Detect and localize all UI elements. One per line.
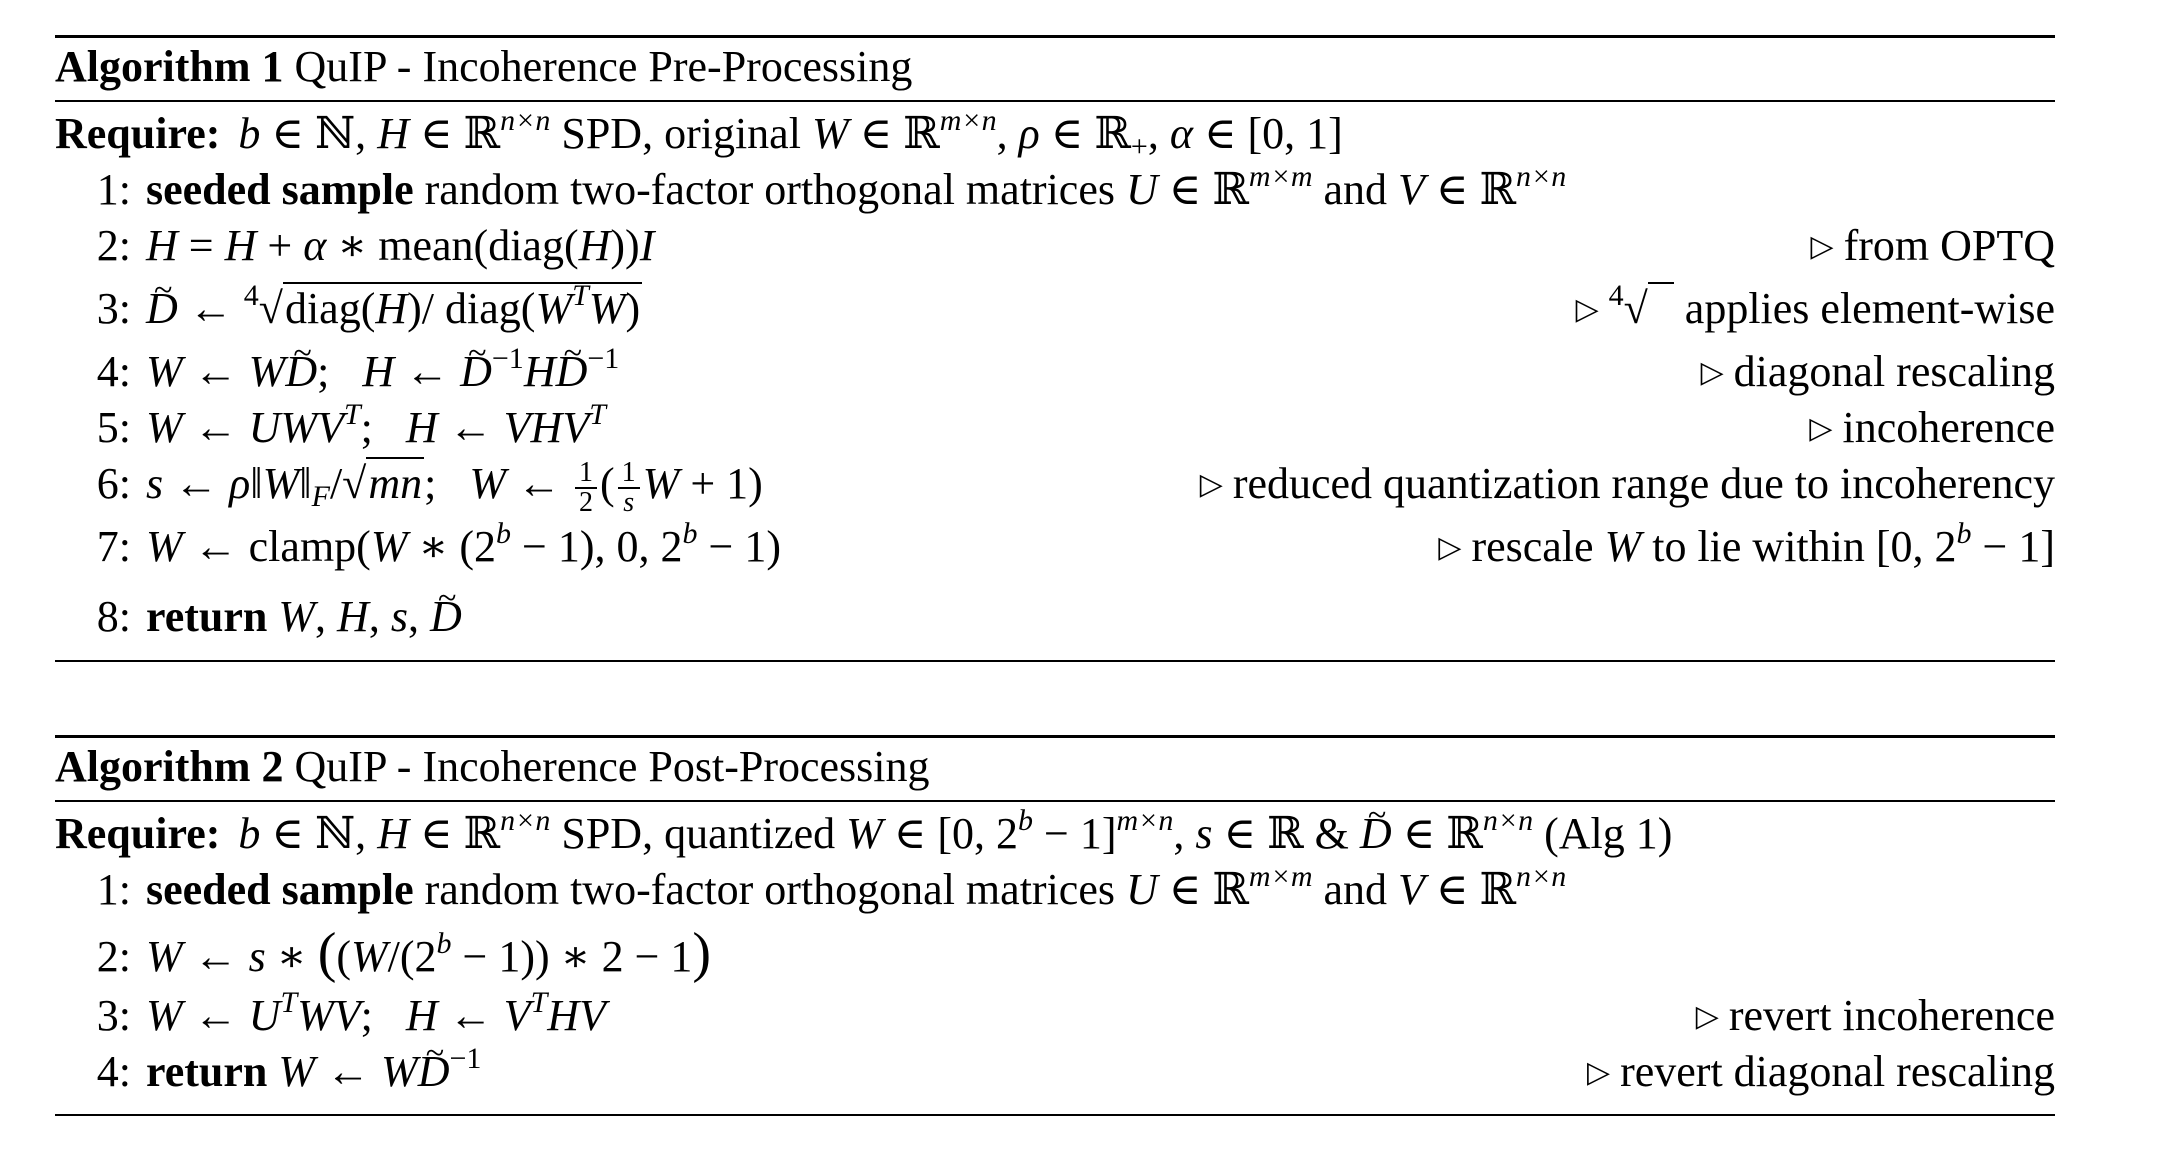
algorithm-1	[55, 35, 2055, 662]
algorithm-name: QuIP - Incoherence Post-Processing	[294, 742, 930, 791]
keyword: seeded sample	[146, 865, 414, 914]
line-text: random two-factor orthogonal matrices	[424, 865, 1115, 914]
algorithm-line: 7: W ← clamp(W ∗ $(2^b - 1)$, 0, $2^b - 1$) ▷ rescale W to lie within [0, $2^b - 1$]	[55, 512, 2055, 582]
algorithm-title	[55, 738, 2055, 800]
algorithm-label: Algorithm 1	[55, 42, 284, 91]
algorithm-label: Algorithm 2	[55, 742, 284, 791]
line-comment: ▷ revert incoherence	[1695, 991, 2055, 1040]
line-comment: ▷ incoherence	[1809, 403, 2055, 452]
line-comment: ▷ revert diagonal rescaling	[1587, 1047, 2055, 1096]
require-label: Require:	[55, 109, 221, 158]
spd-text: SPD	[561, 109, 643, 158]
algorithm-line: 8: return W, H, s, ~ D	[55, 582, 2055, 652]
original-text: original	[664, 109, 801, 158]
bottom-rule	[55, 660, 2055, 662]
require-line: Require: b ∈ ℕ, H ∈ ℝ$^{n\times n}$ SPD, quantized W ∈ [0, $2^b - 1]^{m\times n}$, s ∈ ℝ & ~ D ∈ ℝ$^{n\times n}$ (Alg 1)	[55, 802, 2055, 862]
algorithm-line: 5: W ← $UWV^T$; H ← $VHV^T$ ▷ incoherence	[55, 400, 2055, 456]
keyword: seeded sample	[146, 165, 414, 214]
algorithm-line: 1: seeded sample random two-factor orthogonal matrices U ∈ ℝ$^{m\times m}$ and V ∈ ℝ$^{n\times n}$	[96, 860, 1567, 914]
line-comment: ▷ rescale W to lie within [0, $2^b - 1$]	[1438, 517, 2055, 571]
require-label: Require:	[55, 809, 221, 858]
algorithm-line: 3: ~ D ← $^4$√diag(H)/ $diag(W^TW)$ ▷ $^4$√ applies element-wise	[55, 274, 2055, 344]
bottom-rule	[55, 1114, 2055, 1116]
algorithm-title	[55, 38, 2055, 100]
algorithm-2	[55, 735, 2055, 1116]
keyword: return	[146, 592, 268, 641]
algorithm-line: 2: H = H + α ∗ mean(diag(H))I ▷ from OPTQ	[55, 218, 2055, 274]
quantized-text: quantized	[664, 809, 836, 858]
line-comment: ▷ reduced quantization range due to incoherency	[1199, 459, 2055, 508]
algorithm-name: QuIP - Incoherence Pre-Processing	[294, 42, 913, 91]
line-comment: ▷ from OPTQ	[1810, 221, 2055, 270]
require-line: Require: b ∈ ℕ, H ∈ ℝ$^{n\times n}$ SPD, original W ∈ ℝ$^{m\times n}$, ρ ∈ ℝ$_+$, α ∈ [0, 1]	[55, 104, 1343, 163]
algorithm-line: 2: W ← s ∗ ($(W/(2^b - 1))$ ∗ 2 − 1)	[96, 922, 712, 984]
algorithm-line: 6: s ← $\rho‖W‖_F/√mn$; W ← $\frac{1}{2}$ ( $\frac{1}{s}$ W + 1) ▷ reduced quantization range due to incoherency	[96, 456, 2055, 518]
algorithm-line: 1: seeded sample random two-factor orthogonal matrices U ∈ ℝ$^{m\times m}$ and V ∈ ℝ$^{n\times n}$	[96, 160, 1567, 214]
line-comment: ▷ diagonal rescaling	[1700, 347, 2055, 396]
algorithm-line: 3: W ← $U^TWV$; H ← $V^THV$ ▷ revert incoherence	[55, 988, 2055, 1044]
algorithm-line: 4: W ← W~ D; H ← ~ $D^{-1}H\sim$ $D^{-1}$ ▷ diagonal rescaling	[55, 344, 2055, 400]
keyword: return	[146, 1047, 268, 1096]
algorithm-line: 4: return W ← W~ $D^{-1}$ ▷ revert diagonal rescaling	[55, 1044, 2055, 1100]
line-text: random two-factor orthogonal matrices	[424, 165, 1115, 214]
line-comment: ▷ $^4$√ applies element-wise	[1575, 279, 2055, 333]
